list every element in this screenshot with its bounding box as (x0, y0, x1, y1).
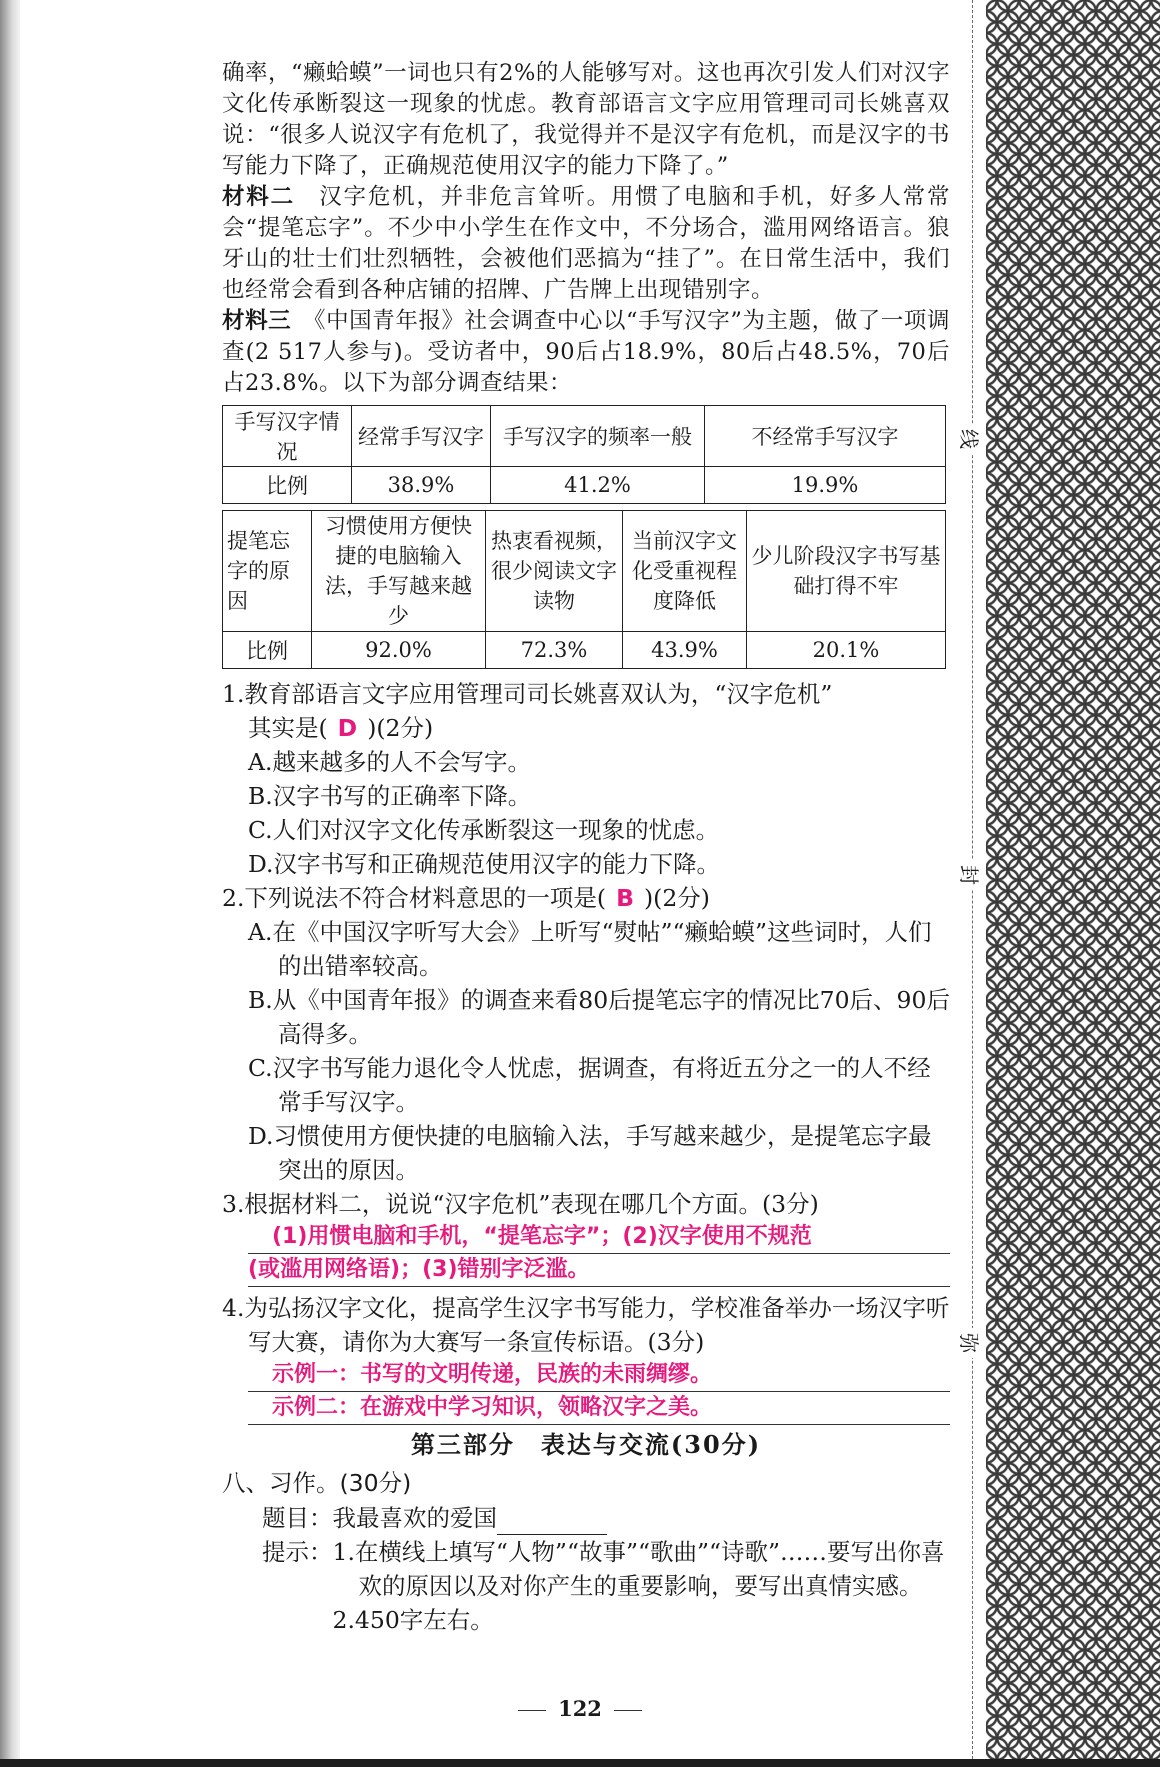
question-2-stem (222, 881, 950, 915)
table-cell: 提笔忘字的原因 (223, 511, 312, 632)
table-row (223, 406, 946, 467)
section-three-title: 第三部分 表达与交流(30分) (410, 1430, 762, 1459)
question-1-option-d: D.汉字书写和正确规范使用汉字的能力下降。 (248, 850, 720, 878)
table-cell: 72.3% (486, 632, 623, 669)
decorative-margin-pattern (986, 0, 1160, 1759)
table-cell: 当前汉字文化受重视程度降低 (623, 511, 747, 632)
question-3-answer-line-1: (1)用惯电脑和手机，“提笔忘字”；(2)汉字使用不规范 (248, 1221, 950, 1254)
question-1-stem-cont (222, 711, 950, 745)
bottom-edge-bar (0, 1759, 1160, 1767)
material-two-text: 汉字危机，并非危言耸听。用惯了电脑和手机，好多人常常会“提笔忘字”。不少中小学生在作文中，不分场合，滥用网络语言。狼牙山的壮士们壮烈牺牲，会被他们恶搞为“挂了”。在日常生活中，我们也经常会看到各种店铺的招牌、广告牌上出现错别字。 (222, 184, 950, 303)
question-3-stem: 3.根据材料二，说说“汉字危机”表现在哪几个方面。(3分) (222, 1190, 819, 1218)
question-2-answer: B (616, 884, 635, 912)
table-cell: 41.2% (491, 467, 705, 504)
table-cell: 经常手写汉字 (352, 406, 491, 467)
question-2-prefix: 2.下列说法不符合材料意思的一项是( (222, 884, 607, 912)
question-3-answer-line-2: (或滥用网络语)；(3)错别字泛滥。 (248, 1254, 950, 1287)
table-cell: 43.9% (623, 632, 747, 669)
question-2-option-c: C.汉字书写能力退化令人忧虑，据调查，有将近五分之一的人不经常手写汉字。 (248, 1054, 931, 1116)
page-number-text: 122 (558, 1696, 602, 1721)
table-cell: 不经常手写汉字 (705, 406, 946, 467)
material-three (222, 306, 950, 399)
binding-mark-xian: 线 (954, 424, 984, 454)
table-cell: 热衷看视频，很少阅读文字读物 (486, 511, 623, 632)
table-cell: 19.9% (705, 467, 946, 504)
table-cell: 手写汉字情况 (223, 406, 352, 467)
question-4-answer-line-2: 示例二：在游戏中学习知识，领略汉字之美。 (248, 1392, 950, 1425)
binding-mark-mi: 弥 (954, 1328, 984, 1358)
hint-label: 提示： (262, 1538, 333, 1566)
table-cell: 手写汉字的频率一般 (491, 406, 705, 467)
page-content (222, 58, 950, 1637)
material-three-text: 《中国青年报》社会调查中心以“手写汉字”为主题，做了一项调查(2 517人参与)。受访者中，90后占18.9%，80后占48.5%，70后占23.8%。以下为部分调查结果： (222, 308, 950, 396)
table-row (223, 511, 946, 632)
question-2-option-a: A.在《中国汉字听写大会》上听写“熨帖”“癞蛤蟆”这些词时，人们的出错率较高。 (248, 918, 932, 980)
table-row (223, 632, 946, 669)
material-one-continued: 确率，“癞蛤蟆”一词也只有2%的人能够写对。这也再次引发人们对汉字文化传承断裂这一现象的忧虑。教育部语言文字应用管理司司长姚喜双说：“很多人说汉字有危机了，我觉得并不是汉字有危机，而是汉字的书写能力下降了，正确规范使用汉字的能力下降了。” (222, 60, 950, 179)
material-two (222, 182, 950, 306)
table-cell: 习惯使用方便快捷的电脑输入法，手写越来越少 (312, 511, 486, 632)
question-4-answer-line-1: 示例一：书写的文明传递，民族的未雨绸缪。 (248, 1359, 950, 1392)
binding-mark-feng: 封 (954, 860, 984, 890)
topic-blank-line (497, 1510, 607, 1535)
table-row (223, 467, 946, 504)
essay-topic-text: 题目：我最喜欢的爱国 (262, 1504, 497, 1532)
hint-item-2: 2.450字左右。 (332, 1606, 494, 1634)
question-1-option-a: A.越来越多的人不会写字。 (248, 748, 531, 776)
hint-item-1: 1.在横线上填写“人物”“故事”“歌曲”“诗歌”……要写出你喜欢的原因以及对你产生的重要影响，要写出真情实感。 (332, 1538, 945, 1600)
question-4-stem: 4.为弘扬汉字文化，提高学生汉字书写能力，学校准备举办一场汉字听写大赛，请你为大赛写一条宣传标语。(3分) (222, 1294, 950, 1356)
question-1-option-b: B.汉字书写的正确率下降。 (248, 782, 532, 810)
essay-heading: 八、习作。(30分) (222, 1469, 412, 1497)
question-2-option-d: D.习惯使用方便快捷的电脑输入法，手写越来越少，是提笔忘字最突出的原因。 (248, 1122, 932, 1184)
survey-table-frequency (222, 405, 946, 504)
question-1-suffix: )(2分) (367, 714, 434, 742)
table-cell: 38.9% (352, 467, 491, 504)
table-cell: 92.0% (312, 632, 486, 669)
table-cell: 比例 (223, 632, 312, 669)
material-two-label: 材料二 (222, 184, 295, 210)
table-cell: 比例 (223, 467, 352, 504)
question-1-option-c: C.人们对汉字文化传承断裂这一现象的忧虑。 (248, 816, 720, 844)
material-three-label: 材料三 (222, 308, 292, 334)
table-cell: 少儿阶段汉字书写基础打得不牢 (747, 511, 946, 632)
question-2-suffix: )(2分) (644, 884, 710, 912)
question-1-stem: 1.教育部语言文字应用管理司司长姚喜双认为，“汉字危机” (222, 680, 833, 708)
essay-topic (222, 1501, 950, 1535)
question-2-option-b: B.从《中国青年报》的调查来看80后提笔忘字的情况比70后、90后高得多。 (248, 986, 950, 1048)
page-number (0, 1696, 1160, 1721)
survey-table-reasons (222, 510, 946, 669)
page-edge-shadow (0, 0, 20, 1767)
question-1-answer: D (337, 714, 358, 742)
table-cell: 20.1% (747, 632, 946, 669)
question-1-prefix: 其实是( (248, 714, 328, 742)
essay-hints (222, 1535, 950, 1637)
